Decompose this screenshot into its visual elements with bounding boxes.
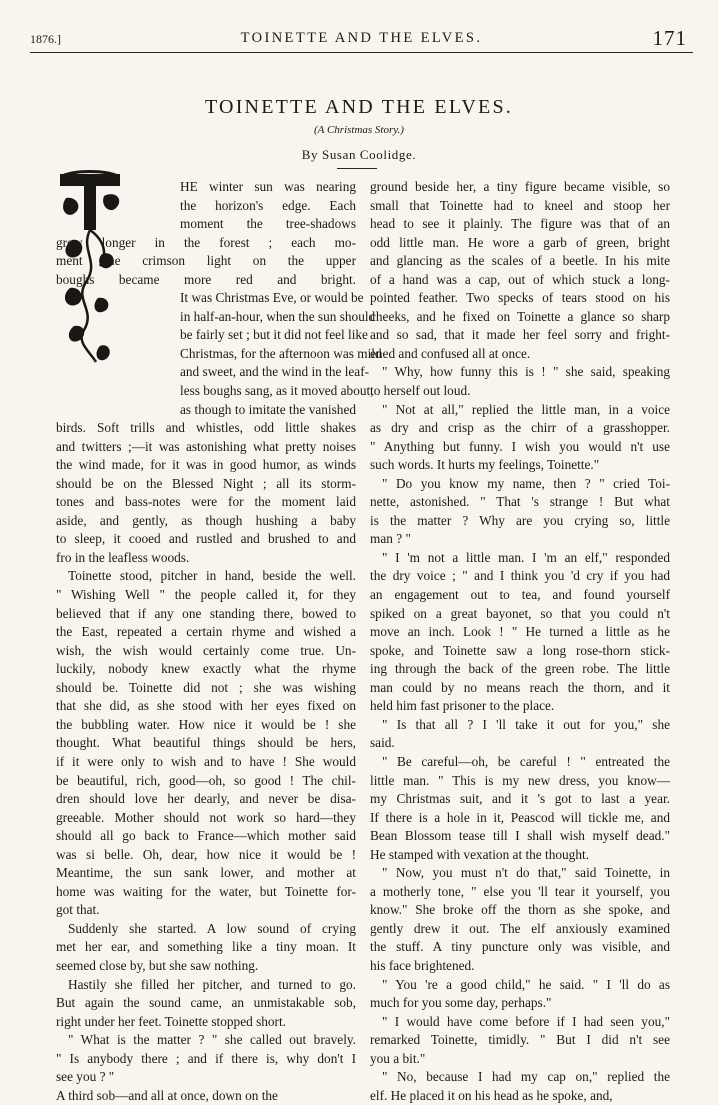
text-line: and twitters ;—it was astonishing what pretty noises xyxy=(56,438,356,454)
text-line: the dry voice ; " and I think you 'd cry if you had xyxy=(370,568,670,584)
text-line: ened and confused all at once. xyxy=(370,345,531,361)
text-line: A third sob—and all at once, down on the xyxy=(56,1087,278,1103)
text-line: that she did, as she stood with her eyes fixed on xyxy=(56,698,356,714)
text-line: was si belle. Oh, dear, how nice it would be ! xyxy=(56,846,356,862)
text-line: odd little man. He wore a garb of green, bright xyxy=(370,234,670,250)
text-line: know." She broke off the thorn as she spoke, and xyxy=(370,902,670,918)
text-line: aside, and gently, as though hushing a baby xyxy=(56,512,356,528)
text-line: wish, the wish would certainly come true. Un- xyxy=(56,642,356,658)
text-line: seemed close by, but she saw nothing. xyxy=(56,957,259,973)
text-line: " Not at all," replied the little man, in a voice xyxy=(382,401,670,417)
text-line: thought. What beautiful things should be hers, xyxy=(56,735,356,751)
text-line: ment the crimson light on the upper xyxy=(56,253,356,269)
text-line: moment the tree-shadows xyxy=(180,216,356,232)
text-line: in half-an-hour, when the sun should xyxy=(180,308,376,324)
text-line: " Is anybody there ; and if there is, why don't I xyxy=(56,1050,356,1066)
text-line: He stamped with vexation at the thought. xyxy=(370,846,589,862)
text-line: " Is that all ? I 'll take it out for you," she xyxy=(382,716,670,732)
text-line: nette, astonished. " That 's strange ! But what xyxy=(370,494,670,510)
text-line: spiked on a great bayonet, so that you could n't xyxy=(370,605,670,621)
text-line: the East, repeated a certain rhyme and wished a xyxy=(56,624,356,640)
text-line: see you ? " xyxy=(56,1069,115,1085)
text-line: boughs became more red and bright. xyxy=(56,271,356,287)
text-line: ground beside her, a tiny figure became visible, so xyxy=(370,179,670,194)
text-line: " I would have come before if I had seen you," xyxy=(382,1013,670,1029)
text-line: " You 're a good child," he said. " I 'll do as xyxy=(382,976,670,992)
text-line: small that Toinette had to kneel and stoop her xyxy=(370,197,670,213)
text-line: much for you some day, perhaps." xyxy=(370,995,552,1011)
text-line: dren should love her dearly, and never be disa- xyxy=(56,791,356,807)
text-line: spoke, and Toinette saw a long rose-thorn stick- xyxy=(370,642,670,658)
text-line: ing through the back of the green robe. The little xyxy=(370,661,670,677)
text-line: greeable. Mother should not work so hard—they xyxy=(56,809,356,825)
text-line: " Do you know my name, then ? " cried Toi- xyxy=(382,475,670,491)
header-rule xyxy=(30,52,693,53)
text-line: you a bit." xyxy=(370,1050,426,1066)
text-line: said. xyxy=(370,735,395,751)
text-line: should all go back to France—which mother said xyxy=(56,828,356,844)
text-line: should be. Toinette did not ; she was wishing xyxy=(56,679,356,695)
header-date: 1876.] xyxy=(30,32,61,46)
text-line: " I 'm not a little man. I 'm an elf," responded xyxy=(382,549,670,565)
text-line: tones and bass-notes were for the moment laid xyxy=(56,494,356,510)
text-line: to herself out loud. xyxy=(370,383,471,399)
text-line: " Wishing Well " the people called it, for they xyxy=(56,587,356,603)
text-line: the bubbling water. How nice it would be ! she xyxy=(56,716,356,732)
text-line: held him fast prisoner to the place. xyxy=(370,698,555,714)
text-line: home was waiting for the water, but Toinette for- xyxy=(56,883,356,899)
byline-rule xyxy=(337,168,377,169)
text-line: Hastily she filled her pitcher, and turned to go. xyxy=(68,976,356,992)
running-header xyxy=(30,24,693,52)
text-line: little man. " This is my new dress, you know— xyxy=(370,772,670,788)
text-line: luckily, nobody knew exactly what the rhyme xyxy=(56,661,356,677)
text-line: the wind made, for it was in good humor, as winds xyxy=(56,457,356,473)
text-line: " Be careful—oh, be careful ! " entreated the xyxy=(382,753,670,769)
text-line: an engagement out to tea, and found yourself xyxy=(370,587,670,603)
text-line: and sweet, and the wind in the leaf- xyxy=(180,364,370,380)
text-line: But again the sound came, an unmistakable sob, xyxy=(56,995,356,1011)
text-line: believed that if any one standing there, bowed to xyxy=(56,605,356,621)
text-line: got that. xyxy=(56,902,100,918)
text-line: grew longer in the forest ; each mo- xyxy=(56,234,356,250)
text-line: as dry and crisp as the chirr of a grasshopper. xyxy=(370,420,670,436)
header-running-title: TOINETTE AND THE ELVES. xyxy=(240,30,483,46)
page-number: 171 xyxy=(652,26,687,50)
text-line: is the matter ? Why are you crying so, little xyxy=(370,512,670,528)
text-line: pointed feather. Two specks of tears stood on his xyxy=(370,290,670,306)
text-line: a motherly tone, " else you 'll tear it yourself, you xyxy=(370,883,670,899)
text-line: to sleep, it cooed and rustled and brushed to and xyxy=(56,531,356,547)
text-line: right under her feet. Toinette stopped short. xyxy=(56,1013,286,1029)
text-line: if it were only to wish and to have ! She would xyxy=(56,753,356,769)
text-line: man could by no means reach the thorn, and it xyxy=(370,679,670,695)
text-line: be fairly set ; but it did not feel like xyxy=(180,327,368,343)
text-line: as though to imitate the vanished xyxy=(180,401,356,417)
text-line: Christmas, for the afternoon was mild xyxy=(180,345,382,361)
text-line: " What is the matter ? " she called out bravely. xyxy=(68,1032,356,1048)
text-line: cheeks, and he fixed on Toinette a glance so sharp xyxy=(370,308,670,324)
text-line: elf. He placed it on his head as he spoke, and, xyxy=(370,1087,613,1103)
text-line: gently drew it out. The elf anxiously examined xyxy=(370,920,670,936)
text-line: " Now, you must n't do that," said Toinette, in xyxy=(382,865,670,881)
text-line: should be on the Blessed Night ; all its storm- xyxy=(56,475,356,491)
byline: By Susan Coolidge. xyxy=(301,147,417,162)
text-line: the horizon's edge. Each xyxy=(180,197,356,213)
text-line: less boughs sang, as it moved about, xyxy=(180,383,374,399)
text-line: such words. It hurts my feelings, Toinette." xyxy=(370,457,600,473)
text-line: head to see it plainly. The figure was that of an xyxy=(370,216,670,232)
text-line: Toinette stood, pitcher in hand, beside the well. xyxy=(68,568,356,584)
text-line: the stuff. A tiny puncture only was visible, and xyxy=(370,939,670,955)
text-line: It was Christmas Eve, or would be xyxy=(180,290,364,306)
text-line: and so sad, that it made her feel sorry and fright- xyxy=(370,327,670,343)
left-text-column xyxy=(56,178,382,1105)
text-line: birds. Soft trills and whistles, odd little shakes xyxy=(56,420,356,436)
text-line: fro in the leafless woods. xyxy=(56,549,190,565)
text-line: " Anything but funny. I wish you would n't use xyxy=(370,438,670,454)
article-subtitle: (A Christmas Story.) xyxy=(314,124,404,136)
text-line: Meantime, the sun sank lower, and mother at xyxy=(56,865,356,881)
text-line: of a hand was a cap, out of which stuck a long- xyxy=(370,271,670,287)
text-line: remarked Toinette, timidly. " But I did n't see xyxy=(370,1032,670,1048)
text-line: If there is a hole in it, Peascod will tickle me, and xyxy=(370,809,670,825)
text-line: " Why, how funny this is ! " she said, speaking xyxy=(382,364,670,380)
text-line: " No, because I had my cap on," replied the xyxy=(382,1069,670,1085)
text-line: move an inch. Look ! " He turned a little as he xyxy=(370,624,670,640)
article-title: TOINETTE AND THE ELVES. xyxy=(205,96,513,118)
text-line: my Christmas suit, and it 's got to last a year. xyxy=(370,791,670,807)
text-line: Suddenly she started. A low sound of crying xyxy=(68,920,356,936)
text-line: met her ear, and something like a tiny moan. It xyxy=(56,939,356,955)
text-line: his face brightened. xyxy=(370,957,475,973)
text-line: man ? " xyxy=(370,531,411,547)
text-line: HE winter sun was nearing xyxy=(180,179,356,194)
text-line: be beautiful, rich, good—oh, so good ! The chil- xyxy=(56,772,356,788)
text-line: and glancing as the scales of a beetle. In his mite xyxy=(370,253,670,269)
text-line: Bean Blossom tease till I shall wish myself dead." xyxy=(370,828,670,844)
right-text-column xyxy=(370,178,670,1105)
